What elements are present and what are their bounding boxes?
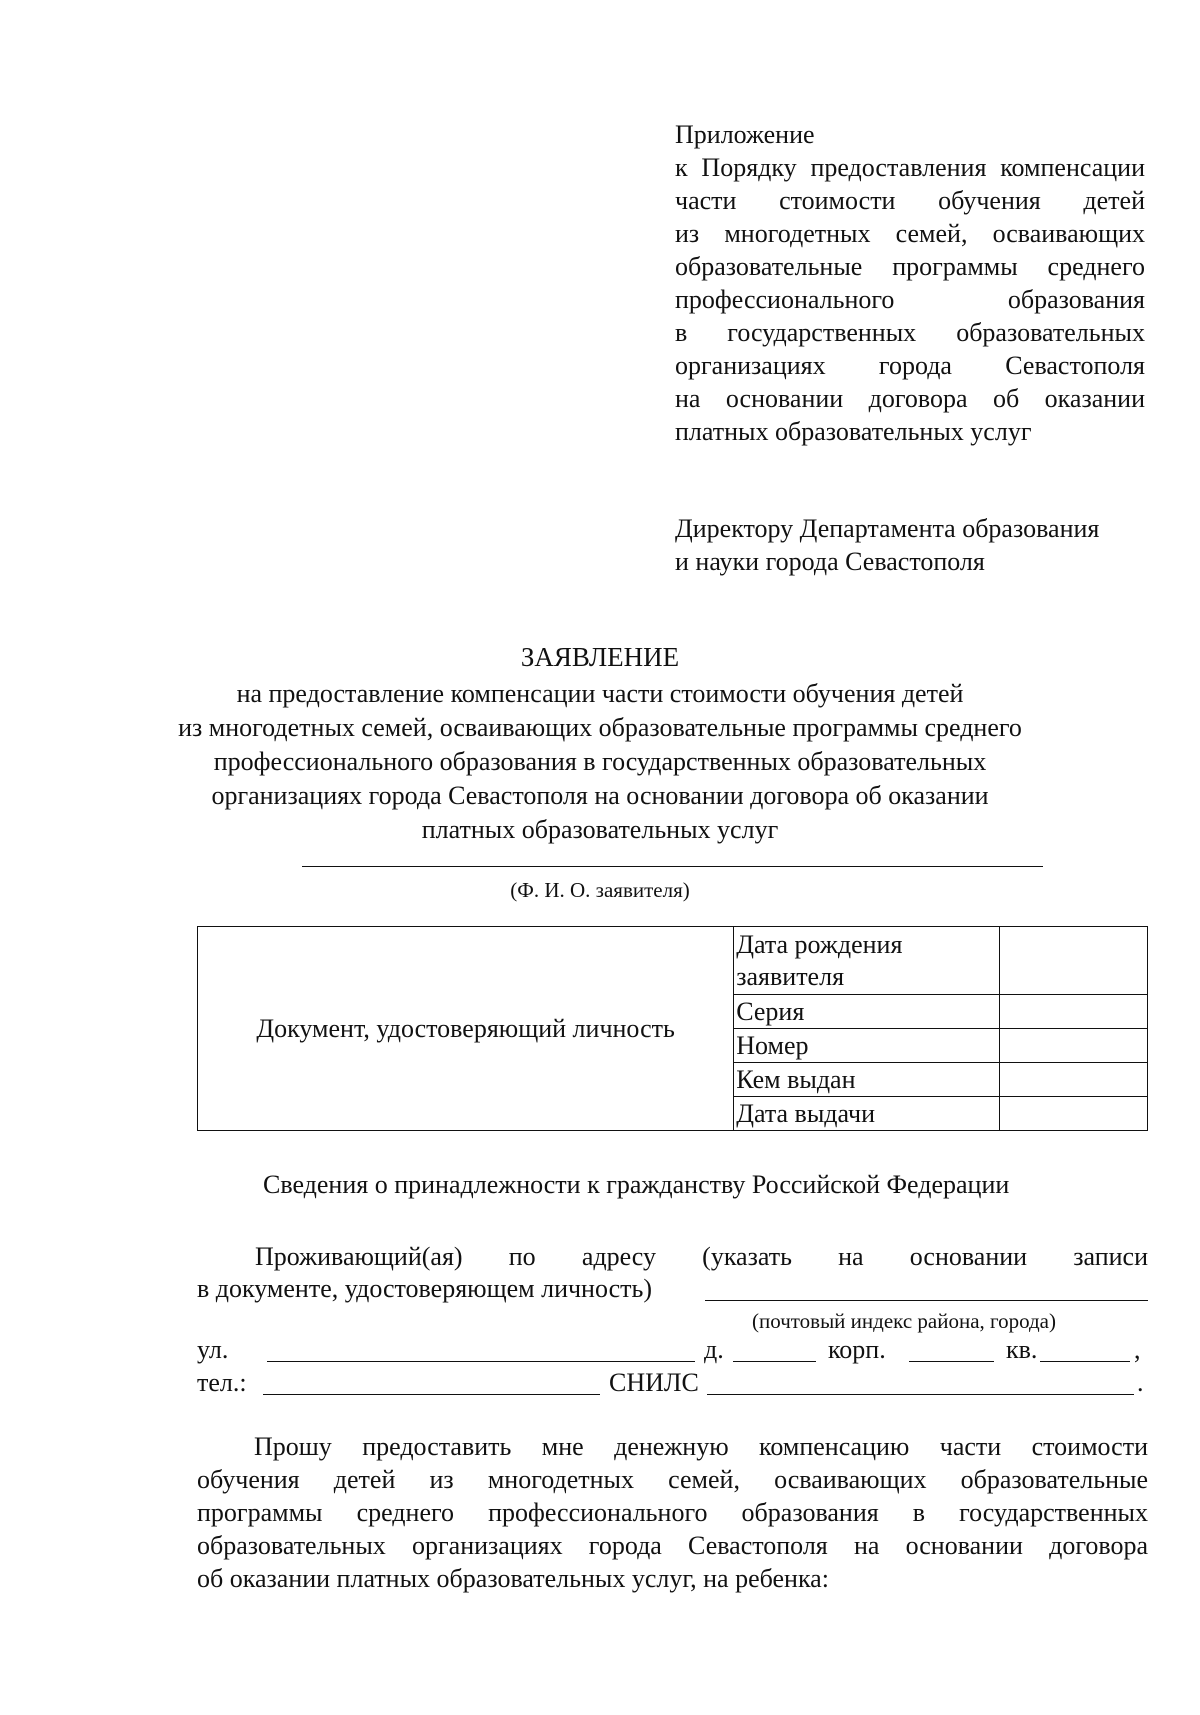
id-row-value[interactable] — [999, 995, 1147, 1029]
address-intro-line: Проживающий(ая) по адресу (указать на основании записи — [255, 1242, 1148, 1271]
snils-label: СНИЛС — [609, 1368, 699, 1397]
appendix-line: к Порядку предоставления компенсации — [675, 153, 1145, 182]
appendix-line: из многодетных семей, осваивающих — [675, 219, 1145, 248]
statement-subtitle-line: платных образовательных услуг — [421, 815, 779, 844]
request-line: программы среднего профессионального образования в государственных — [197, 1498, 1148, 1527]
id-row-label: Серия — [734, 995, 999, 1029]
id-row-label: Дата рождения заявителя — [734, 927, 999, 995]
request-line: обучения детей из многодетных семей, осваивающих образовательные — [197, 1465, 1148, 1494]
address-intro-line: в документе, удостоверяющем личность) — [197, 1274, 653, 1303]
building-field[interactable] — [909, 1361, 994, 1362]
citizenship-label: Сведения о принадлежности к гражданству Российской Федерации — [263, 1170, 1010, 1199]
phone-label: тел.: — [197, 1368, 247, 1397]
addressee-line: и науки города Севастополя — [675, 547, 985, 576]
id-row-value[interactable] — [999, 1029, 1147, 1063]
appendix-line: образовательные программы среднего — [675, 252, 1145, 281]
appendix-line: Приложение — [675, 120, 815, 149]
street-label: ул. — [197, 1335, 229, 1364]
addressee-line: Директору Департамента образования — [675, 514, 1100, 543]
id-row-value[interactable] — [999, 1097, 1147, 1131]
request-paragraph — [197, 1430, 1148, 1595]
id-document-label: Документ, удостоверяющий личность — [198, 927, 734, 1131]
applicant-name-caption: (Ф. И. О. заявителя) — [510, 878, 690, 902]
statement-subtitle-line: на предоставление компенсации части стоимости обучения детей — [236, 679, 964, 708]
id-row-label: Номер — [734, 1029, 999, 1063]
id-row-label: Дата выдачи — [734, 1097, 999, 1131]
id-row-value[interactable] — [999, 927, 1147, 995]
house-label: д. — [704, 1335, 724, 1364]
id-document-table — [197, 926, 1148, 1131]
house-field[interactable] — [733, 1361, 816, 1362]
appendix-line: на основании договора об оказании — [675, 384, 1145, 413]
statement-subtitle-line: профессионального образования в государственных образовательных — [213, 747, 987, 776]
statement-subtitle-line: из многодетных семей, осваивающих образовательные программы среднего — [178, 713, 1022, 742]
appendix-line: в государственных образовательных — [675, 318, 1145, 347]
addressee-block — [675, 512, 1155, 578]
appendix-line: части стоимости обучения детей — [675, 186, 1145, 215]
statement-title: ЗАЯВЛЕНИЕ — [520, 642, 680, 672]
request-line: Прошу предоставить мне денежную компенсацию части стоимости — [254, 1432, 1148, 1461]
building-label: корп. — [828, 1335, 886, 1364]
appendix-line: организациях города Севастополя — [675, 351, 1145, 380]
id-row-label: Кем выдан — [734, 1063, 999, 1097]
snils-field[interactable] — [707, 1394, 1134, 1395]
appendix-block — [675, 118, 1145, 448]
appendix-line: платных образовательных услуг — [675, 417, 1032, 446]
request-line: образовательных организациях города Севастополя на основании договора — [197, 1531, 1148, 1560]
postal-index-field[interactable] — [705, 1300, 1148, 1301]
apartment-label: кв. — [1006, 1335, 1038, 1364]
street-field[interactable] — [267, 1361, 695, 1362]
id-row-value[interactable] — [999, 1063, 1147, 1097]
postal-index-caption: (почтовый индекс района, города) — [752, 1309, 1056, 1333]
snils-period: . — [1137, 1368, 1144, 1397]
applicant-name-field[interactable] — [302, 866, 1043, 867]
address-comma: , — [1134, 1335, 1141, 1364]
phone-field[interactable] — [263, 1394, 600, 1395]
apartment-field[interactable] — [1040, 1361, 1130, 1362]
request-line: об оказании платных образовательных услуг, на ребенка: — [197, 1564, 829, 1593]
appendix-line: профессионального образования — [675, 285, 1145, 314]
statement-subtitle-line: организациях города Севастополя на основании договора об оказании — [211, 781, 989, 810]
